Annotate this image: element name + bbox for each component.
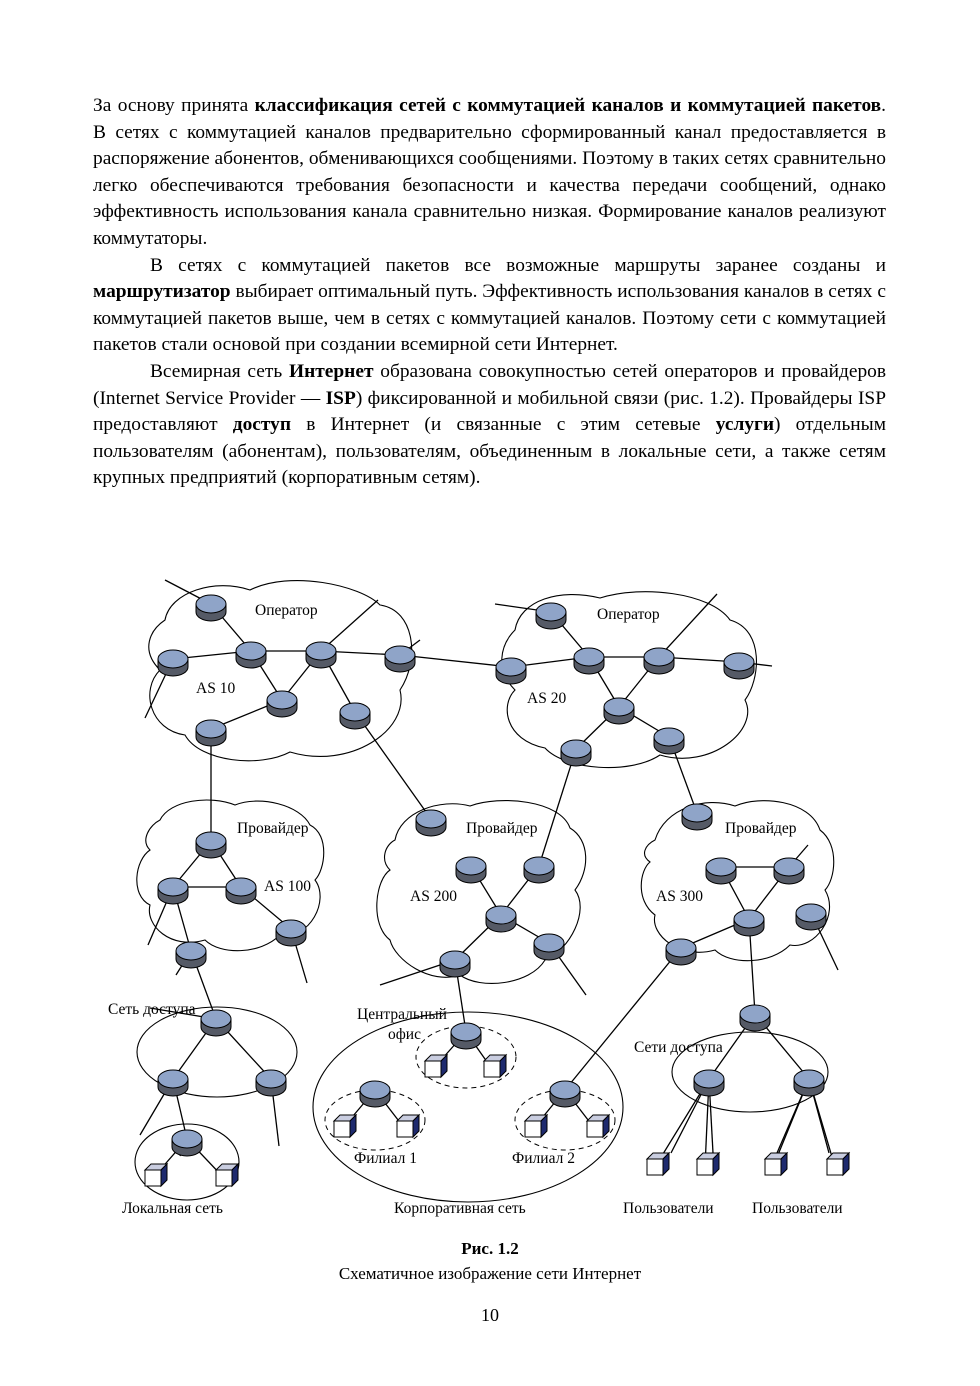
router-icon (644, 648, 674, 674)
router-icon (385, 646, 415, 672)
router-icon (694, 1070, 724, 1096)
computer-terminal-icon (697, 1153, 719, 1175)
label-corporate-net: Корпоративная сеть (394, 1200, 526, 1217)
router-icon (360, 1081, 390, 1107)
figure-number: Рис. 1.2 (461, 1239, 519, 1258)
router-icon (416, 810, 446, 836)
router-icon (276, 920, 306, 946)
computer-terminal-icon (827, 1153, 849, 1175)
computer-terminal-icon (647, 1153, 669, 1175)
figure-caption: Схематичное изображение сети Интернет (338, 1264, 642, 1283)
text-run: образована совокупностью сетей операторов и провайдеров (Internet Service Provider — (93, 360, 887, 409)
computer-terminal-icon (765, 1153, 787, 1175)
label-central-office-1: Центральный (357, 1006, 447, 1023)
router-icon (486, 906, 516, 932)
router-icon (682, 804, 712, 830)
label-as200: AS 200 (410, 888, 457, 905)
bold-term: услуги (715, 414, 774, 436)
router-icon (158, 1070, 188, 1096)
computer-terminal-icon (397, 1115, 419, 1137)
router-icon (774, 858, 804, 884)
bold-term: Интернет (289, 360, 374, 382)
computer-terminal-icon (145, 1164, 167, 1186)
label-users-1: Пользователи (623, 1200, 714, 1217)
router-icon (196, 832, 226, 858)
label-access-right: Сети доступа (634, 1039, 723, 1056)
router-icon (226, 878, 256, 904)
bold-term: классификация сетей с коммутацией каналов и коммутацией пакетов (254, 95, 882, 116)
label-provider-right: Провайдер (725, 820, 797, 837)
text-run: ) фиксированной и мобильной связи (рис. 1.2). Провайдеры ISP предоставляют (93, 387, 887, 436)
router-icon (574, 648, 604, 674)
router-icon (524, 857, 554, 883)
label-users-2: Пользователи (752, 1200, 843, 1217)
computer-terminal-icon (484, 1055, 506, 1077)
router-icon (734, 910, 764, 936)
router-icon (340, 703, 370, 729)
label-as20: AS 20 (527, 690, 567, 707)
router-icon (654, 728, 684, 754)
router-icon (176, 942, 206, 968)
body-text (93, 93, 886, 492)
router-icon (550, 1081, 580, 1107)
text-run: За основу принята (93, 95, 255, 116)
router-icon (794, 1070, 824, 1096)
link-line (539, 749, 576, 866)
computer-terminal-icon (587, 1115, 609, 1137)
router-icon (536, 603, 566, 629)
internet-network-diagram (0, 570, 980, 1235)
label-local-net: Локальная сеть (122, 1200, 223, 1217)
router-icon (666, 939, 696, 965)
router-icon (534, 934, 564, 960)
label-operator-right: Оператор (597, 606, 660, 623)
bold-term: доступ (232, 414, 292, 436)
text-run: выбирает оптимальный путь. Эффективность использования каналов в сетях с коммутацией пакетов выше, чем в сетях с коммутацией каналов. Поэтому сети с коммутацией пакетов стали основой при создании всемирной сети Интернет. (93, 281, 886, 356)
router-icon (456, 857, 486, 883)
paragraph-3 (93, 359, 886, 492)
link-line (400, 655, 511, 667)
paragraph-1 (93, 93, 886, 253)
label-branch1: Филиал 1 (354, 1150, 417, 1167)
label-as300: AS 300 (656, 888, 703, 905)
router-icon (196, 595, 226, 621)
router-icon (236, 642, 266, 668)
bold-term: маршрутизатор (93, 281, 231, 303)
router-icon (158, 878, 188, 904)
router-icon (256, 1070, 286, 1096)
text-run: В сетях с коммутацией пакетов все возможные маршруты заранее созданы и (150, 254, 886, 276)
router-icon (724, 653, 754, 679)
label-access-left: Сеть доступа (108, 1001, 196, 1018)
link-stub (659, 594, 717, 657)
text-run: в Интернет (и связанные с этим сетевые (291, 414, 716, 436)
label-central-office-2: офис (388, 1026, 421, 1043)
computer-terminal-icon (525, 1115, 547, 1137)
router-icon (440, 951, 470, 977)
router-icon (196, 720, 226, 746)
page-number: 10 (481, 1305, 499, 1325)
link-line (565, 948, 681, 1090)
bold-term: ISP (325, 387, 356, 409)
label-as100: AS 100 (264, 878, 311, 895)
text-run: ) отдельным пользователям (абонентам), пользователям, объединенным в локальные сети, а также сетям крупных предприятий (корпоративным сетям). (93, 414, 886, 489)
router-icon (561, 740, 591, 766)
paragraph-2 (93, 253, 886, 359)
router-icon (451, 1023, 481, 1049)
label-operator-left: Оператор (255, 602, 318, 619)
router-icon (496, 658, 526, 684)
router-icon (158, 650, 188, 676)
computer-terminal-icon (425, 1055, 447, 1077)
router-icon (796, 904, 826, 930)
router-icon (201, 1010, 231, 1036)
router-icon (172, 1130, 202, 1156)
router-icon (706, 858, 736, 884)
computer-terminal-icon (216, 1164, 238, 1186)
router-icon (306, 642, 336, 668)
computer-terminal-icon (334, 1115, 356, 1137)
label-provider-left: Провайдер (237, 820, 309, 837)
label-as10: AS 10 (196, 680, 236, 697)
router-icon (740, 1005, 770, 1031)
link-line (355, 712, 431, 819)
text-run: Всемирная сеть (150, 360, 290, 382)
router-icon (267, 691, 297, 717)
text-run: . В сетях с коммутацией каналов предварительно сформированный канал предоставляется в распоряжение абонентов, обменивающихся сообщениями. Поэтому в таких сетях сравнительно легко обеспечиваются требования безопасности и качества передачи сообщений, однако эффективность использования канала сравнительно низкая. Формирование каналов реализуют коммутаторы. (93, 95, 886, 249)
label-branch2: Филиал 2 (512, 1150, 575, 1167)
label-provider-mid: Провайдер (466, 820, 538, 837)
router-icon (604, 698, 634, 724)
